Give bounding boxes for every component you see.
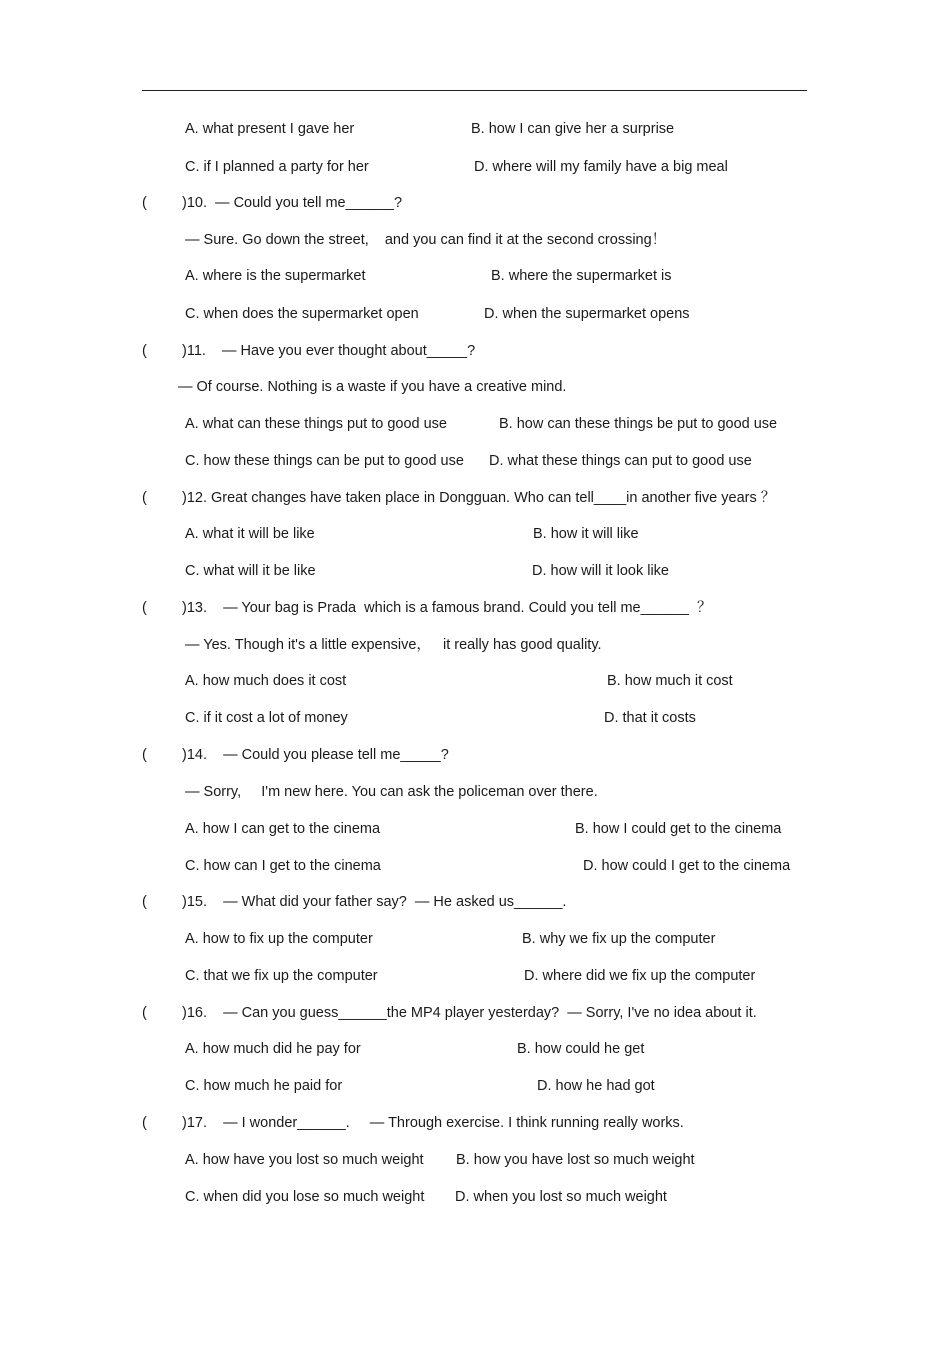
question-stem: )14. — Could you please tell me_____? — [182, 747, 449, 763]
header-rule — [142, 90, 807, 91]
option-text: C. how much he paid for — [185, 1078, 343, 1094]
option-text: B. how much it cost — [607, 673, 733, 689]
response-line: — Yes. Though it's a little expensive， it really has good quality. — [185, 637, 602, 653]
answer-bracket: ( — [142, 1005, 147, 1021]
option-text: B. how I can give her a surprise — [471, 121, 675, 137]
answer-bracket: ( — [142, 1115, 147, 1131]
option-text: C. how can I get to the cinema — [185, 858, 381, 874]
answer-bracket: ( — [142, 490, 147, 506]
option-text: B. how can these things be put to good use — [499, 416, 778, 432]
response-line: — Sure. Go down the street, and you can find it at the second crossing！ — [185, 232, 667, 248]
option-text: B. how I could get to the cinema — [575, 821, 782, 837]
answer-bracket: ( — [142, 747, 147, 763]
option-text: D. where will my family have a big meal — [474, 159, 728, 175]
option-text: C. how these things can be put to good use — [185, 453, 464, 469]
option-text: D. that it costs — [604, 710, 696, 726]
option-text: B. how it will like — [533, 526, 639, 542]
option-text: B. where the supermarket is — [491, 268, 672, 284]
option-text: C. that we fix up the computer — [185, 968, 378, 984]
option-text: C. when did you lose so much weight — [185, 1189, 425, 1205]
response-line: — Of course. Nothing is a waste if you have a creative mind. — [178, 379, 567, 395]
option-text: A. what it will be like — [185, 526, 315, 542]
option-text: B. why we fix up the computer — [522, 931, 716, 947]
option-text: A. how much does it cost — [185, 673, 347, 689]
option-text: A. how have you lost so much weight — [185, 1152, 424, 1168]
question-stem: )12. Great changes have taken place in Dongguan. Who can tell____in another five years ？ — [182, 490, 776, 506]
option-text: C. if I planned a party for her — [185, 159, 369, 175]
answer-bracket: ( — [142, 600, 147, 616]
response-line: — Sorry, I'm new here. You can ask the policeman over there. — [185, 784, 598, 800]
option-text: A. what can these things put to good use — [185, 416, 447, 432]
question-stem: )17. — I wonder______. — Through exercise. I think running really works. — [182, 1115, 684, 1131]
option-text: A. how to fix up the computer — [185, 931, 373, 947]
option-text: D. when the supermarket opens — [484, 306, 690, 322]
option-text: B. how could he get — [517, 1041, 645, 1057]
option-text: A. how I can get to the cinema — [185, 821, 381, 837]
option-text: D. where did we fix up the computer — [524, 968, 756, 984]
option-text: D. what these things can put to good use — [489, 453, 752, 469]
option-text: D. how he had got — [537, 1078, 655, 1094]
question-stem: )11. — Have you ever thought about_____? — [182, 343, 476, 359]
option-text: C. what will it be like — [185, 563, 316, 579]
answer-bracket: ( — [142, 195, 147, 211]
option-text: C. when does the supermarket open — [185, 306, 419, 322]
question-stem: )13. — Your bag is Prada which is a famous brand. Could you tell me______ ？ — [182, 600, 712, 616]
option-text: A. where is the supermarket — [185, 268, 366, 284]
question-stem: )10. — Could you tell me______? — [182, 195, 403, 211]
option-text: B. how you have lost so much weight — [456, 1152, 695, 1168]
answer-bracket: ( — [142, 343, 147, 359]
option-text: A. what present I gave her — [185, 121, 355, 137]
option-text: C. if it cost a lot of money — [185, 710, 348, 726]
option-text: D. how will it look like — [532, 563, 669, 579]
question-stem: )15. — What did your father say? — He asked us______. — [182, 894, 567, 910]
option-text: D. how could I get to the cinema — [583, 858, 791, 874]
option-text: D. when you lost so much weight — [455, 1189, 667, 1205]
answer-bracket: ( — [142, 894, 147, 910]
option-text: A. how much did he pay for — [185, 1041, 361, 1057]
question-stem: )16. — Can you guess______the MP4 player yesterday? — Sorry, I've no idea about it. — [182, 1005, 757, 1021]
